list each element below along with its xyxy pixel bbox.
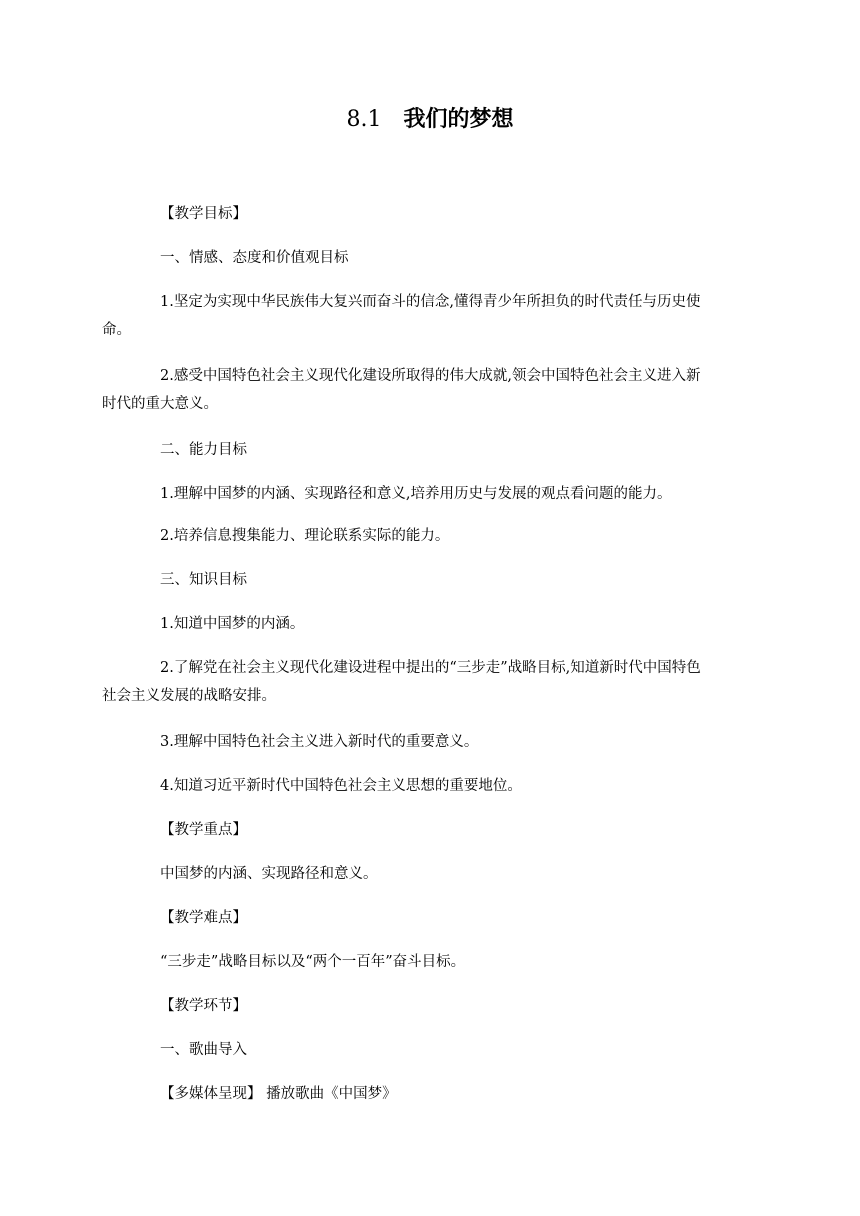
paragraph-line: 命。 xyxy=(102,322,131,338)
title-number: 8.1 xyxy=(346,107,382,132)
paragraph: 3.理解中国特色社会主义进入新时代的重要意义。 xyxy=(160,734,479,750)
paragraph: 1.理解中国梦的内涵、实现路径和意义,培养用历史与发展的观点看问题的能力。 xyxy=(160,486,672,502)
subheading-song-intro: 一、歌曲导入 xyxy=(160,1042,247,1058)
paragraph: “三步走”战略目标以及“两个一百年”奋斗目标。 xyxy=(160,954,466,970)
title-text: 我们的梦想 xyxy=(403,106,514,132)
paragraph: 4.知道习近平新时代中国特色社会主义思想的重要地位。 xyxy=(160,778,522,794)
paragraph-line: 2.了解党在社会主义现代化建设进程中提出的“三步走”战略目标,知道新时代中国特色 xyxy=(160,660,701,676)
section-heading-objectives: 【教学目标】 xyxy=(160,206,247,222)
paragraph: 中国梦的内涵、实现路径和意义。 xyxy=(160,866,378,882)
document-title xyxy=(0,104,860,135)
paragraph xyxy=(102,654,733,710)
subheading-emotion: 一、情感、态度和价值观目标 xyxy=(160,250,349,266)
paragraph-line: 社会主义发展的战略安排。 xyxy=(102,688,276,704)
section-heading-key-points: 【教学重点】 xyxy=(160,822,247,838)
paragraph: 【多媒体呈现】 播放歌曲《中国梦》 xyxy=(160,1086,397,1102)
paragraph: 1.知道中国梦的内涵。 xyxy=(160,616,305,632)
paragraph-line: 1.坚定为实现中华民族伟大复兴而奋斗的信念,懂得青少年所担负的时代责任与历史使 xyxy=(160,294,701,310)
paragraph-line: 时代的重大意义。 xyxy=(102,396,218,412)
subheading-knowledge: 三、知识目标 xyxy=(160,572,247,588)
paragraph xyxy=(102,288,733,344)
paragraph xyxy=(102,362,733,418)
section-heading-procedure: 【教学环节】 xyxy=(160,998,247,1014)
section-heading-difficulties: 【教学难点】 xyxy=(160,910,247,926)
paragraph: 2.培养信息搜集能力、理论联系实际的能力。 xyxy=(160,528,450,544)
paragraph-line: 2.感受中国特色社会主义现代化建设所取得的伟大成就,领会中国特色社会主义进入新 xyxy=(160,368,701,384)
subheading-ability: 二、能力目标 xyxy=(160,442,247,458)
